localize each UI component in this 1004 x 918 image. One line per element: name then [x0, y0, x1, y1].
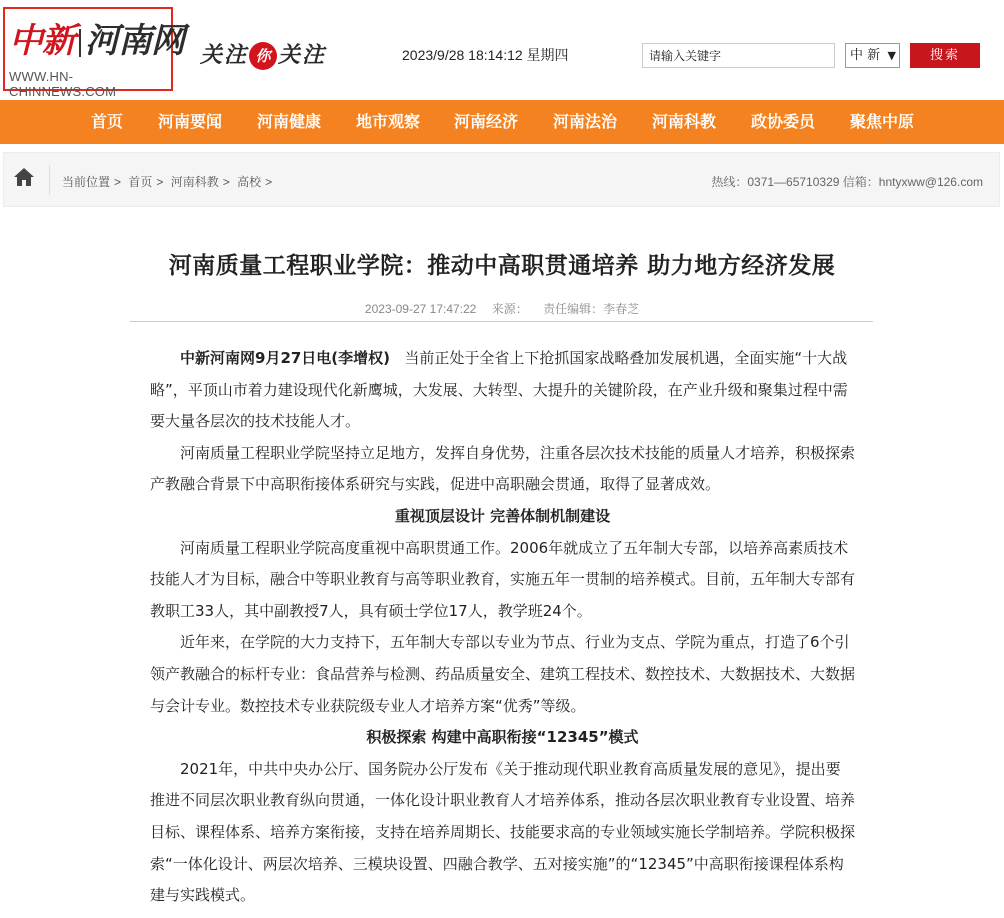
slogan-mid: 你的	[249, 42, 277, 70]
article-paragraph: 河南质量工程职业学院高度重视中高职贯通工作。2006年就成立了五年制大专部，以培养高素质技术技能人才为目标，融合中等职业教育与高等职业教育，实施五年一贯制的培养模式。目前，五年制大专部有教职工33人，其中副教授7人，具有硕士学位17人，教学班24个。	[150, 538, 856, 620]
site-header	[0, 0, 1004, 98]
breadcrumb-home[interactable]: 首页	[128, 175, 153, 189]
breadcrumb-arrow: >	[265, 175, 273, 189]
nav-item-henan-scitech[interactable]: 河南科教	[652, 112, 717, 131]
article-paragraph: 近年来，在学院的大力支持下，五年制大专部以专业为节点、行业为支点、学院为重点，打造了6个引领产教融合的标杆专业：食品营养与检测、药品质量安全、建筑工程技术、数控技术、大数据技术、大数据与会计专业。数控技术专业获院级专业人才培养方案“优秀”等级。	[150, 633, 856, 715]
nav-item-cppcc[interactable]: 政协委员	[751, 112, 816, 131]
article-paragraph	[150, 343, 855, 438]
article-title: 河南质量工程职业学院：推动中高职贯通培养 助力地方经济发展	[168, 252, 836, 279]
article-body	[150, 343, 855, 912]
article-paragraph: 2021年，中共中央办公厅、国务院办公厅发布《关于推动现代职业教育高质量发展的意见》，提出要推进不同层次职业教育纵向贯通，一体化设计职业教育人才培养体系，推动各层次职业教育专业设置、培养目标、课程体系、培养方案衔接，支持在培养周期长、技能要求高的专业领域实施长学制培养。学院积极探索“一体化设计、两层次培养、三模块设置、四融合教学、五对接实施”的“12345”中高职衔接课程体系构建与实践模式。	[150, 759, 856, 905]
logo-separator	[79, 29, 81, 57]
article-subheading: 积极探索 构建中高职衔接“12345”模式	[366, 728, 639, 747]
nav-item-city-watch[interactable]: 地市观察	[356, 112, 421, 131]
logo-text-dark: 河南网	[85, 21, 184, 61]
search-scope-value: 中 新	[850, 48, 881, 63]
article-source: 来源：	[491, 302, 528, 316]
paragraph-text: 当前正处于全省上下抢抓国家战略叠加发展机遇，全面实施“十大战略”，平顶山市着力建设现代化新鹰城，大发展、大转型、大提升的关键阶段，在产业升级和聚集过程中需要大量各层次的技术技能人才。	[150, 349, 848, 431]
article-editor: 责任编辑：李春芝	[543, 302, 640, 316]
slogan	[200, 38, 327, 93]
nav-item-henan-law[interactable]: 河南法治	[553, 112, 618, 131]
breadcrumb-scitech[interactable]: 河南科教	[170, 175, 219, 189]
article-paragraph: 河南质量工程职业学院坚持立足地方，发挥自身优势，注重各层次技术技能的质量人才培养，积极探索产教融合背景下中高职衔接体系研究与实践，促进中高职融会贯通，取得了显著成效。	[150, 443, 856, 494]
logo-wordmark	[9, 21, 184, 61]
article-divider	[130, 321, 873, 322]
breadcrumb-college[interactable]: 高校	[237, 175, 262, 189]
search-input[interactable]	[642, 43, 835, 68]
article-lead: 中新河南网9月27日电(李增权)	[180, 349, 391, 367]
header-datetime: 2023/9/28 18:14:12 星期四	[402, 47, 569, 63]
nav-item-henan-economy[interactable]: 河南经济	[454, 112, 519, 131]
home-icon[interactable]	[12, 165, 36, 189]
breadcrumb-arrow: >	[156, 175, 164, 189]
article-datetime: 2023-09-27 17:47:22	[364, 302, 477, 316]
breadcrumb-bar	[3, 152, 1000, 207]
article-subheading: 重视顶层设计 完善体制机制建设	[394, 506, 611, 525]
breadcrumb-divider	[49, 165, 50, 195]
logo-text-red: 中新	[9, 21, 75, 61]
site-logo[interactable]	[3, 7, 184, 99]
nav-item-henan-health[interactable]: 河南健康	[257, 112, 322, 131]
nav-item-henan-news[interactable]: 河南要闻	[158, 112, 223, 131]
contact-hotline: 热线：0371—65710329 信箱：hntyxww@126.com	[711, 175, 983, 189]
chevron-down-icon: ▼	[887, 49, 896, 62]
breadcrumb-arrow: >	[114, 175, 122, 189]
search-scope-select[interactable]	[845, 43, 900, 68]
article-meta	[0, 300, 1004, 317]
nav-item-home[interactable]: 首页	[91, 112, 124, 131]
slogan-left: 关注	[200, 42, 249, 68]
breadcrumb	[62, 173, 276, 190]
breadcrumb-label: 当前位置	[62, 175, 111, 189]
breadcrumb-arrow: >	[222, 175, 230, 189]
nav-item-focus-zhongyuan[interactable]: 聚焦中原	[850, 112, 915, 131]
slogan-right: 关注	[278, 42, 327, 68]
logo-url: WWW.HN-CHINNEWS.COM	[9, 69, 117, 99]
main-nav	[0, 100, 1004, 144]
search-button[interactable]: 搜索	[910, 43, 980, 68]
